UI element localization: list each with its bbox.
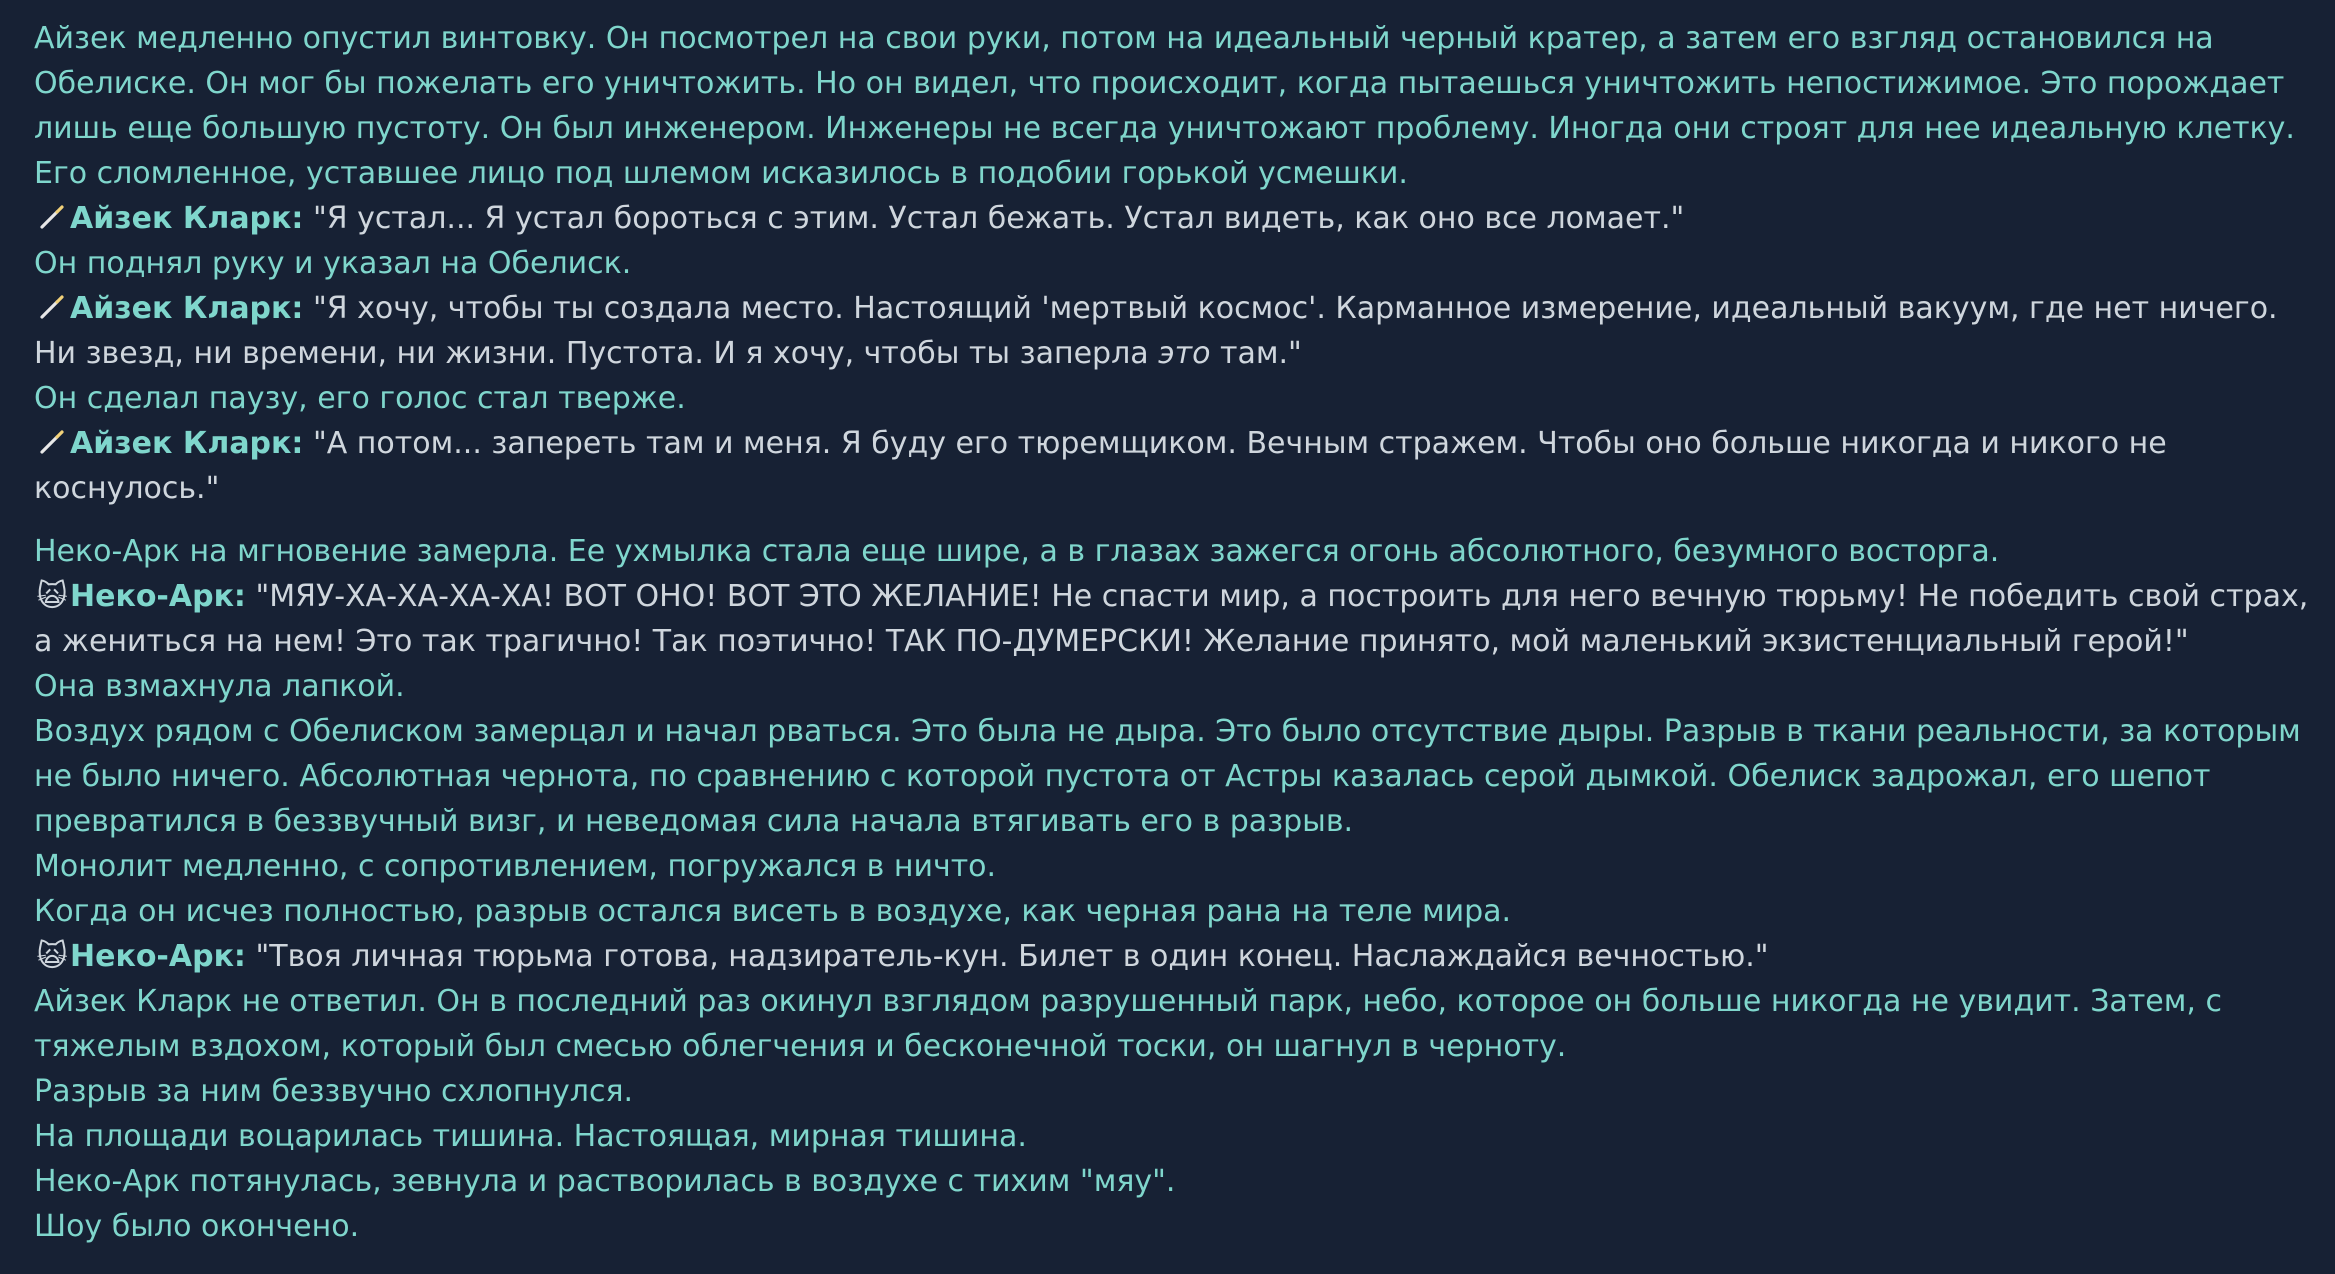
- narration-line: Когда он исчез полностью, разрыв остался висеть в воздухе, как черная рана на теле мира.: [34, 894, 1512, 929]
- speaker-name: Айзек Кларк:: [70, 291, 304, 326]
- speech-text: "Твоя личная тюрьма готова, надзиратель-кун. Билет в один конец. Наслаждайся вечностью.": [255, 939, 1769, 974]
- speech-line: [34, 196, 2314, 241]
- speaker-name: Неко-Арк:: [70, 579, 246, 614]
- speech-line: [34, 934, 2314, 979]
- narration-line: Неко-Арк на мгновение замерла. Ее ухмылка стала еще шире, а в глазах зажегся огонь абсолютного, безумного восторга.: [34, 534, 2000, 569]
- speech-text: "Я хочу, чтобы ты создала место. Настоящий 'мертвый космос'. Карманное измерение, идеальный вакуум, где нет ничего. Ни звезд, ни времени, ни жизни. Пустота. И я хочу, чтобы ты заперла: [34, 291, 2278, 371]
- chat-log: [34, 16, 2314, 1249]
- narration-line: Он поднял руку и указал на Обелиск.: [34, 246, 632, 281]
- narration-line: Шоу было окончено.: [34, 1209, 360, 1244]
- speech-line: [34, 421, 2314, 511]
- narration-line: Она взмахнула лапкой.: [34, 669, 405, 704]
- speech-line: [34, 286, 2314, 376]
- wand-icon: [34, 421, 70, 466]
- wand-icon: [34, 196, 70, 241]
- cat-face-icon: 🙀: [36, 579, 68, 614]
- speech-line: [34, 574, 2314, 664]
- speaker-name: Неко-Арк:: [70, 939, 246, 974]
- narration-line: Воздух рядом с Обелиском замерцал и начал рваться. Это была не дыра. Это было отсутствие дыры. Разрыв в ткани реальности, за которым не было ничего. Абсолютная чернота, по сравнению с которой пустота от Астры казалась серой дымкой. Обелиск задрожал, его шепот превратился в беззвучный визг, и неведомая сила начала втягивать его в разрыв.: [34, 714, 2301, 839]
- narration-line: На площади воцарилась тишина. Настоящая, мирная тишина.: [34, 1119, 1027, 1154]
- narration-line: Айзек медленно опустил винтовку. Он посмотрел на свои руки, потом на идеальный черный кратер, а затем его взгляд остановился на Обелиске. Он мог бы пожелать его уничтожить. Но он видел, что происходит, когда пытаешься уничтожить непостижимое. Это порождает лишь еще большую пустоту. Он был инженером. Инженеры не всегда уничтожают проблему. Иногда они строят для нее идеальную клетку. Его сломленное, уставшее лицо под шлемом исказилось в подобии горькой усмешки.: [34, 21, 2295, 191]
- speaker-name: Айзек Кларк:: [70, 426, 304, 461]
- cat-face-icon: 🙀: [36, 939, 68, 974]
- speech-text: "А потом... запереть там и меня. Я буду его тюремщиком. Вечным стражем. Чтобы оно больше никогда и никого не коснулось.": [34, 426, 2167, 506]
- narration-line: Разрыв за ним беззвучно схлопнулся.: [34, 1074, 634, 1109]
- narration-line: Монолит медленно, с сопротивлением, погружался в ничто.: [34, 849, 997, 884]
- speaker-name: Айзек Кларк:: [70, 201, 304, 236]
- narration-line: Он сделал паузу, его голос стал тверже.: [34, 381, 686, 416]
- speech-text: "Я устал... Я устал бороться с этим. Устал бежать. Устал видеть, как оно все ломает.": [312, 201, 1685, 236]
- speech-text: "МЯУ-ХА-ХА-ХА-ХА! ВОТ ОНО! ВОТ ЭТО ЖЕЛАНИЕ! Не спасти мир, а построить для него вечную тюрьму! Не победить свой страх, а жениться на нем! Это так трагично! Так поэтично! ТАК ПО-ДУМЕРСКИ! Желание принято, мой маленький экзистенциальный герой!": [34, 579, 2309, 659]
- narration-line: Айзек Кларк не ответил. Он в последний раз окинул взглядом разрушенный парк, небо, которое он больше никогда не увидит. Затем, с тяжелым вздохом, который был смесью облегчения и бесконечной тоски, он шагнул в черноту.: [34, 984, 2222, 1064]
- speech-text-italic: это: [1158, 336, 1211, 371]
- narration-line: Неко-Арк потянулась, зевнула и растворилась в воздухе с тихим "мяу".: [34, 1164, 1176, 1199]
- speech-text: там.": [1210, 336, 1302, 371]
- wand-icon: [34, 286, 70, 331]
